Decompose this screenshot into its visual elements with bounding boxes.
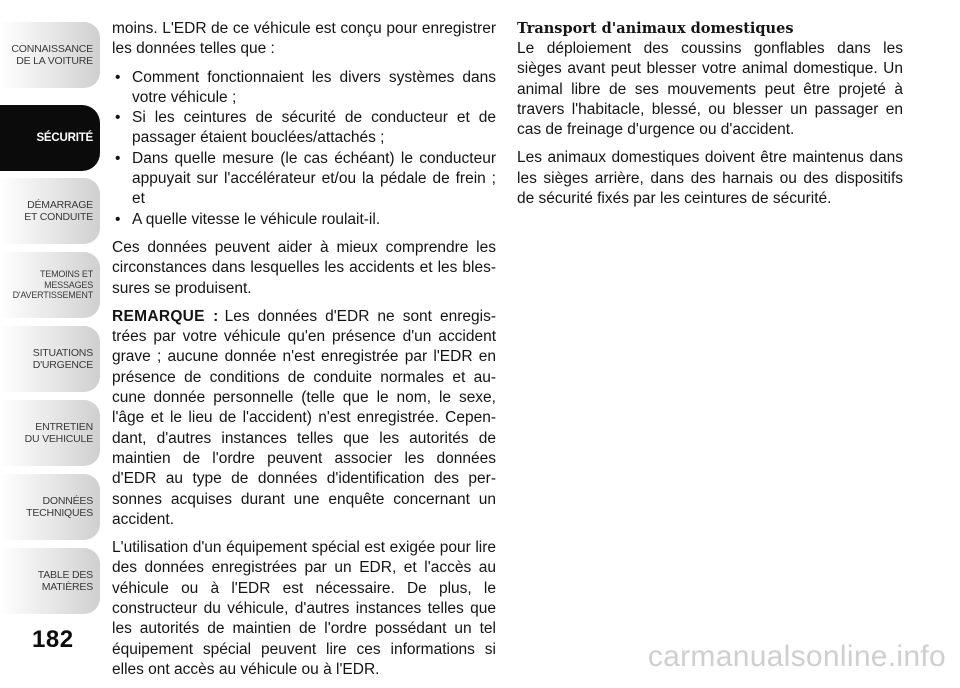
section-heading: Transport d'animaux domestiques bbox=[517, 20, 794, 37]
tab-table-des-matieres[interactable] bbox=[0, 548, 100, 614]
paragraph: L'utilisation d'un équipement spécial est exigée pour lire des données enregistrées par un EDR, et l'accès au véhicule ou à l'EDR est nécessaire. De plus, le constructeur du véhicule, d'autres instances telles que les autorités de maintien de l'ordre possédant un tel équipement spécial peuvent lire ces informations si elles ont accès au véhicule ou à l'EDR. bbox=[112, 539, 496, 678]
tab-label: DONNÉES TECHNIQUES bbox=[26, 495, 93, 519]
tab-label: CONNAISSANCE DE LA VOITURE bbox=[11, 43, 93, 67]
tab-temoins-et-messages[interactable] bbox=[0, 252, 100, 318]
tab-entretien-du-vehicule[interactable] bbox=[0, 400, 100, 466]
tab-demarrage-et-conduite[interactable] bbox=[0, 178, 100, 244]
tab-label: SÉCURITÉ bbox=[36, 132, 93, 144]
tab-label: DÉMARRAGE ET CONDUITE bbox=[24, 199, 93, 223]
list-item: • Dans quelle mesure (le cas échéant) le conducteur appuyait sur l'accélérateur et/ou la pédale de frein ; et bbox=[112, 149, 496, 210]
list-item: • Comment fonctionnaient les divers systèmes dans votre véhicule ; bbox=[112, 68, 496, 109]
recorded-data-list bbox=[112, 68, 496, 230]
page-number: 182 bbox=[32, 626, 74, 653]
tab-label: ENTRETIEN DU VEHICULE bbox=[24, 421, 93, 445]
note-label: REMARQUE : bbox=[112, 307, 219, 325]
tab-situations-d-urgence[interactable] bbox=[0, 326, 100, 392]
left-column bbox=[112, 19, 496, 688]
right-column bbox=[517, 19, 903, 217]
watermark-text: carmanualsonline.info bbox=[647, 640, 946, 673]
list-item: • Si les ceintures de sécurité de conducteur et de passager étaient bouclées/attachés ; bbox=[112, 108, 496, 149]
paragraph: Le déploiement des coussins gonflables dans les sièges avant peut blesser votre animal domestique. Un animal libre de ses mouvements peut être projeté à travers l'habitacle, blessé, ou blesser un passager en cas de freinage d'urgence ou d'accident. bbox=[517, 40, 903, 139]
note-text: Les données d'EDR ne sont enregis-trées par votre véhicule qu'en présence d'un accident grave ; aucune donnée n'est enregistrée par l'EDR en présence de conditions de conduite normales et au-cune donnée personnelle (telle que le nom, le sexe, l'âge et le lieu de l'accident) n'est enregistrée. Cepen-dant, d'autres instances telles que les autorités de maintien de l'ordre peuvent associer les données d'EDR au type de données d'identification des per-sonnes acquises durant une enquête concernant un accident. bbox=[112, 307, 497, 528]
tab-label: TABLE DES MATIÈRES bbox=[37, 569, 93, 593]
tab-donnees-techniques[interactable] bbox=[0, 474, 100, 540]
list-item: • A quelle vitesse le véhicule roulait-il. bbox=[112, 210, 496, 230]
tab-securite[interactable] bbox=[0, 105, 100, 171]
tab-connaissance-de-la-voiture[interactable] bbox=[0, 22, 100, 88]
chapter-tabs-sidebar bbox=[0, 0, 100, 678]
paragraph: Les animaux domestiques doivent être maintenus dans les sièges arrière, dans des harnais ou des dispositifs de sécurité fixés par les ceintures de sécurité. bbox=[517, 149, 903, 208]
intro-paragraph: moins. L'EDR de ce véhicule est conçu pour enregistrer les données telles que : bbox=[112, 20, 496, 58]
note-paragraph bbox=[112, 307, 496, 530]
paragraph: Ces données peuvent aider à mieux comprendre les circonstances dans lesquelles les accidents et les bles-sures se produisent. bbox=[112, 238, 496, 297]
tab-label: TEMOINS ET MESSAGES D'AVERTISSEMENT bbox=[12, 269, 93, 301]
tab-label: SITUATIONS D'URGENCE bbox=[32, 347, 93, 371]
